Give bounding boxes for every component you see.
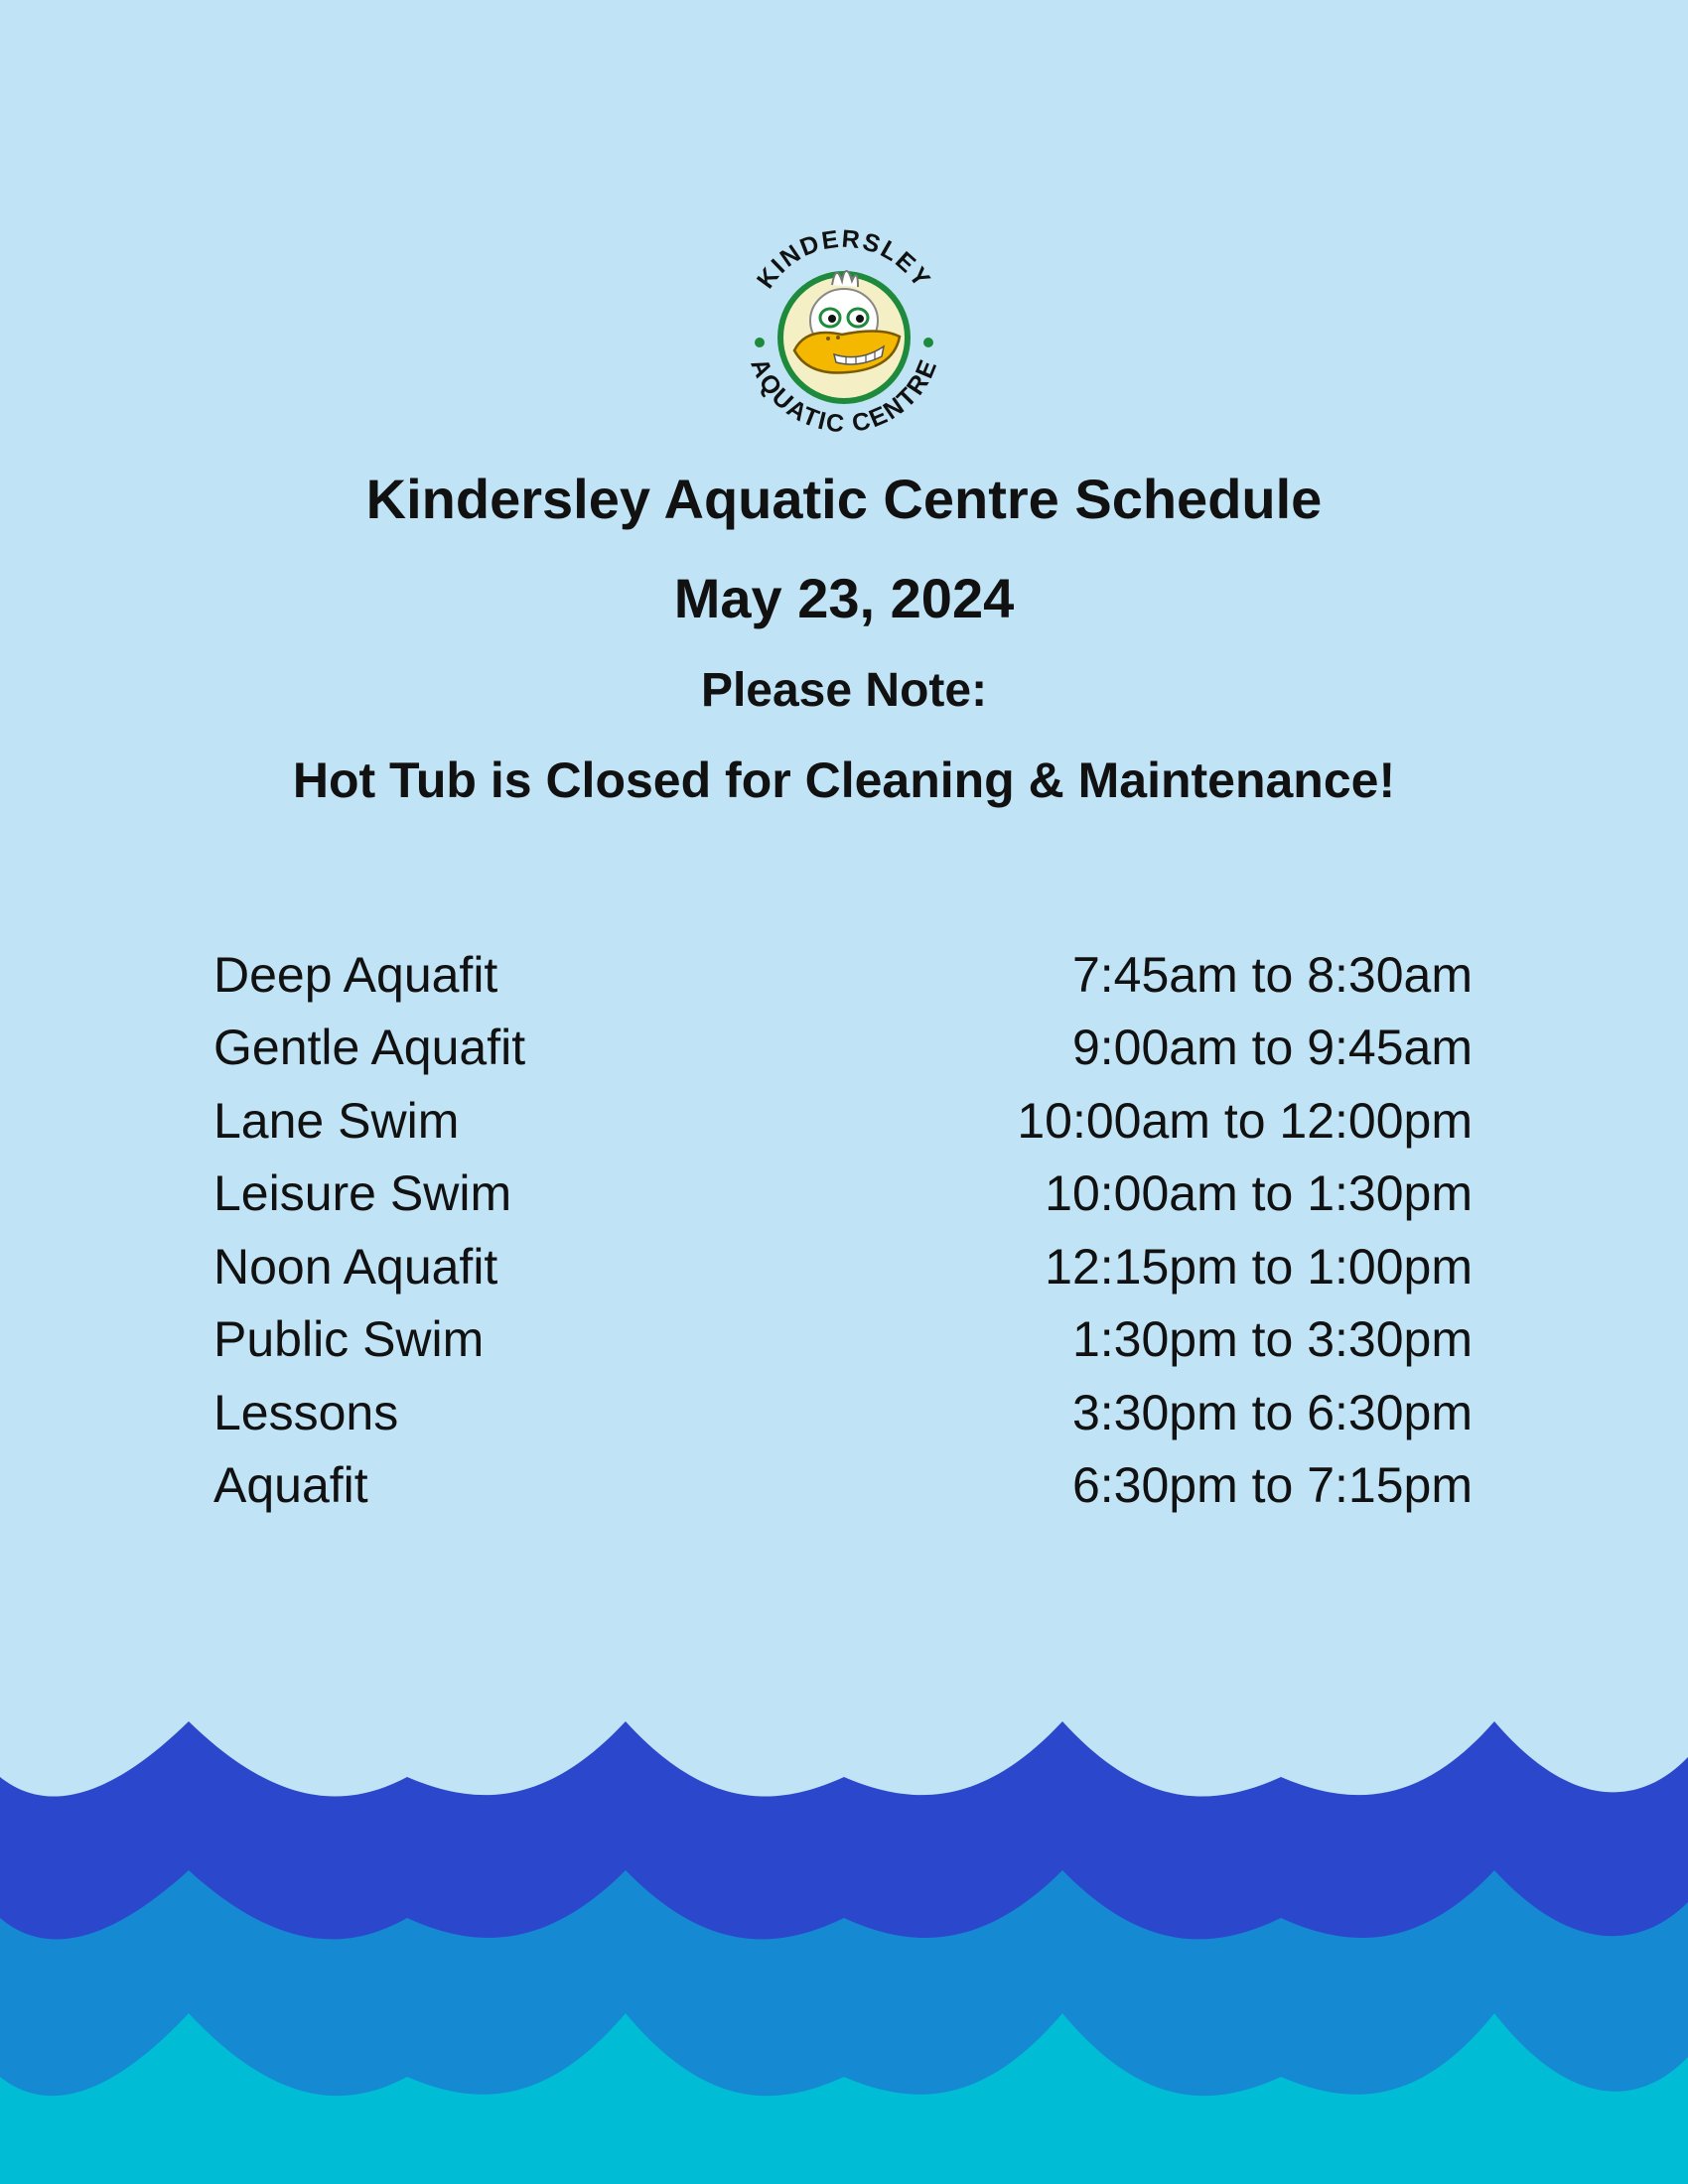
logo-top-text: KINDERSLEY	[751, 224, 937, 294]
note-text: Hot Tub is Closed for Cleaning & Maintenance!	[292, 752, 1396, 808]
schedule-row	[213, 938, 1473, 1012]
duck-mascot-icon	[780, 271, 908, 401]
kindersley-aquatic-centre-logo	[725, 223, 963, 442]
activity-time: 10:00am to 1:30pm	[1045, 1165, 1473, 1222]
activity-time: 7:45am to 8:30am	[1071, 946, 1473, 1003]
schedule-row	[213, 1303, 1473, 1377]
activity-name: Leisure Swim	[213, 1165, 512, 1222]
schedule-row	[213, 1084, 1473, 1158]
activity-name: Lessons	[213, 1384, 399, 1440]
activity-time: 3:30pm to 6:30pm	[1071, 1384, 1473, 1440]
activity-name: Noon Aquafit	[213, 1238, 498, 1295]
note-label: Please Note:	[700, 664, 988, 717]
page-title: Kindersley Aquatic Centre Schedule	[365, 468, 1323, 530]
wave-decoration	[0, 1707, 1688, 2184]
schedule-row	[213, 1158, 1473, 1231]
schedule-row	[213, 1376, 1473, 1449]
activity-time: 9:00am to 9:45am	[1071, 1020, 1473, 1076]
activity-time: 6:30pm to 7:15pm	[1071, 1457, 1473, 1514]
activity-time: 10:00am to 12:00pm	[1017, 1092, 1473, 1149]
activity-name: Deep Aquafit	[213, 946, 498, 1003]
activity-name: Public Swim	[213, 1311, 485, 1368]
logo-bottom-text: AQUATIC CENTRE	[745, 354, 943, 439]
activity-name: Gentle Aquafit	[213, 1020, 526, 1076]
activity-name: Aquafit	[213, 1457, 368, 1514]
schedule-row	[213, 1449, 1473, 1523]
schedule-list	[213, 938, 1473, 1522]
activity-name: Lane Swim	[213, 1092, 460, 1149]
schedule-date: May 23, 2024	[673, 567, 1015, 629]
activity-time: 12:15pm to 1:00pm	[1045, 1238, 1473, 1295]
activity-time: 1:30pm to 3:30pm	[1071, 1311, 1473, 1368]
schedule-row	[213, 1012, 1473, 1085]
schedule-row	[213, 1230, 1473, 1303]
